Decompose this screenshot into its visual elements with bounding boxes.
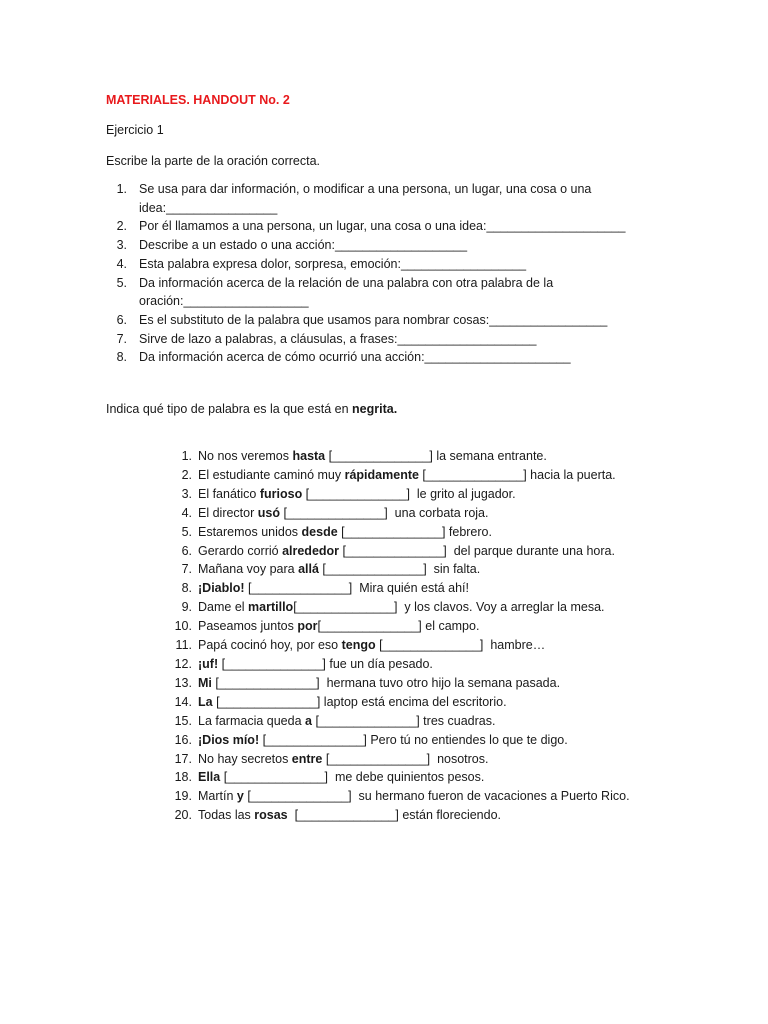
definition-item [106, 330, 726, 349]
sentence-text: Gerardo corrió [198, 543, 283, 558]
sentence-item [106, 674, 726, 693]
bold-word: hasta [292, 449, 326, 464]
sentence-text: [______________] una corbata roja. [279, 505, 489, 520]
sentence-item [106, 579, 726, 598]
exercise-heading: Ejercicio 1 [106, 123, 164, 137]
definition-item [106, 255, 726, 274]
document-title: MATERIALES. HANDOUT No. 2 [106, 93, 290, 107]
sentence-item [106, 712, 726, 731]
definition-line: Esta palabra expresa dolor, sorpresa, emoción:__________________ [139, 256, 527, 271]
item-number: 20. [174, 808, 192, 823]
definition-item [106, 217, 726, 236]
definition-line: Se usa para dar información, o modificar a una persona, un lugar, una cosa o una [139, 182, 592, 196]
bold-word: allá [298, 562, 319, 577]
sentence-text: No nos veremos [198, 449, 293, 464]
item-number: 12. [174, 657, 192, 671]
item-number: 1. [181, 449, 192, 464]
definition-line: Da información acerca de cómo ocurrió una acción:_____________________ [139, 350, 571, 365]
sentence-text: [______________] me debe quinientos pesos. [220, 770, 485, 785]
sentence-text: [______________] sin falta. [318, 562, 481, 577]
item-number: 17. [174, 751, 192, 766]
sentence-item [106, 693, 726, 712]
sentence-item [106, 560, 726, 579]
bold-word: tengo [341, 638, 376, 653]
sentence-item [106, 750, 726, 769]
bold-word: a [305, 713, 312, 728]
bold-word: y [236, 789, 244, 804]
sentence-text: [______________] le grito al jugador. [302, 486, 516, 501]
bold-word: usó [257, 505, 280, 520]
definition-item [106, 274, 726, 311]
sentences-list [106, 447, 726, 825]
definition-item [106, 348, 726, 367]
sentence-text: [______________] febrero. [337, 524, 492, 539]
instruction-bold-word: negrita. [352, 402, 398, 417]
item-number: 6. [116, 312, 127, 327]
sentence-item [106, 617, 726, 636]
item-number: 2. [181, 467, 192, 482]
definition-line: idea:________________ [139, 200, 278, 215]
bold-word: alrededor [282, 543, 340, 558]
item-number: 8. [116, 350, 127, 365]
item-number: 2. [116, 219, 127, 234]
bold-word: ¡uf! [198, 657, 219, 671]
item-number: 8. [181, 581, 192, 596]
sentence-text: [______________] laptop está encima del escritorio. [212, 694, 507, 709]
sentence-text: La farmacia queda [198, 713, 306, 728]
bold-word: furioso [259, 486, 303, 501]
bold-word: ¡Diablo! [198, 581, 245, 596]
item-number: 13. [174, 675, 192, 690]
bold-word: Mi [198, 675, 212, 690]
definitions-list [106, 180, 726, 367]
sentence-item [106, 768, 726, 787]
item-number: 4. [116, 256, 127, 271]
sentence-item [106, 447, 726, 466]
sentence-item [106, 485, 726, 504]
item-number: 3. [181, 486, 192, 501]
item-number: 5. [181, 524, 192, 539]
sentence-text: [______________] su hermano fueron de vacaciones a Puerto Rico. [243, 789, 630, 804]
item-number: 7. [181, 562, 192, 577]
item-number: 10. [174, 619, 192, 634]
document-page [106, 92, 726, 825]
sentence-text: [______________] fue un día pesado. [218, 657, 433, 671]
instruction-text: Indica qué tipo de palabra es la que está en [106, 402, 353, 417]
sentence-item [106, 806, 726, 825]
definition-item [106, 311, 726, 330]
item-number: 15. [174, 713, 192, 728]
bold-word: desde [301, 524, 338, 539]
sentence-text: [______________] tres cuadras. [311, 713, 496, 728]
bold-word: por [297, 619, 318, 634]
sentence-text: Dame el [198, 600, 249, 615]
definition-item [106, 236, 726, 255]
item-number: 1. [116, 182, 127, 196]
sentence-item [106, 523, 726, 542]
item-number: 19. [174, 789, 192, 804]
sentence-text: [______________] Mira quién está ahí! [244, 581, 470, 596]
bold-word: La [198, 694, 213, 709]
instruction-part-of-speech: Escribe la parte de la oración correcta. [106, 154, 320, 168]
sentence-text: [______________] y los clavos. Voy a arreglar la mesa. [293, 600, 605, 615]
bold-word: rápidamente [344, 467, 419, 482]
sentence-text: [______________] nosotros. [322, 751, 489, 766]
sentence-item [106, 598, 726, 617]
sentence-text: [______________] hermana tuvo otro hijo la semana pasada. [211, 675, 561, 690]
bold-word: rosas [254, 808, 288, 823]
instruction-bold-words [106, 401, 726, 417]
item-number: 18. [174, 770, 192, 785]
definition-line: Da información acerca de la relación de una palabra con otra palabra de la [139, 275, 554, 290]
sentence-text: Paseamos juntos [198, 619, 298, 634]
bold-word: entre [291, 751, 323, 766]
sentence-text: Todas las [198, 808, 255, 823]
sentence-item [106, 787, 726, 806]
sentence-text: El estudiante caminó muy [198, 467, 345, 482]
sentence-text: [______________] Pero tú no entiendes lo que te digo. [259, 732, 568, 747]
item-number: 6. [181, 543, 192, 558]
bold-word: ¡Dios mío! [198, 732, 260, 747]
definition-line: Sirve de lazo a palabras, a cláusulas, a frases:____________________ [139, 331, 537, 346]
sentence-item [106, 542, 726, 561]
sentence-item [106, 655, 726, 674]
sentence-text: [______________] hambre… [375, 638, 546, 653]
item-number: 3. [116, 238, 127, 253]
sentence-text: El fanático [198, 486, 260, 501]
item-number: 4. [181, 505, 192, 520]
definition-line: Describe a un estado o una acción:___________________ [139, 238, 468, 253]
sentence-item [106, 636, 726, 655]
bold-word: martillo [248, 600, 294, 615]
item-number: 7. [116, 331, 127, 346]
item-number: 9. [181, 600, 192, 615]
sentence-text: Martín [198, 789, 237, 804]
sentence-text: No hay secretos [198, 751, 292, 766]
definition-line: Por él llamamos a una persona, un lugar, una cosa o una idea:____________________ [139, 219, 626, 234]
definition-line: Es el substituto de la palabra que usamos para nombrar cosas:_________________ [139, 312, 608, 327]
item-number: 14. [174, 694, 192, 709]
sentence-text: Mañana voy para [198, 562, 299, 577]
sentence-item [106, 466, 726, 485]
definition-line: oración:__________________ [139, 294, 309, 309]
sentence-text: [______________] el campo. [317, 619, 480, 634]
sentence-text: [______________] hacia la puerta. [418, 467, 616, 482]
bold-word: Ella [198, 770, 221, 785]
sentence-text: [______________] del parque durante una hora. [339, 543, 615, 558]
sentence-text: Estaremos unidos [198, 524, 302, 539]
item-number: 5. [116, 275, 127, 290]
sentence-text: El director [198, 505, 258, 520]
sentence-item [106, 731, 726, 750]
sentence-text: [______________] la semana entrante. [325, 449, 547, 464]
sentence-text: [______________] están floreciendo. [287, 808, 502, 823]
item-number: 11. [175, 638, 192, 653]
sentence-item [106, 504, 726, 523]
definition-item [106, 180, 726, 217]
sentence-text: Papá cocinó hoy, por eso [198, 638, 342, 653]
item-number: 16. [174, 732, 192, 747]
